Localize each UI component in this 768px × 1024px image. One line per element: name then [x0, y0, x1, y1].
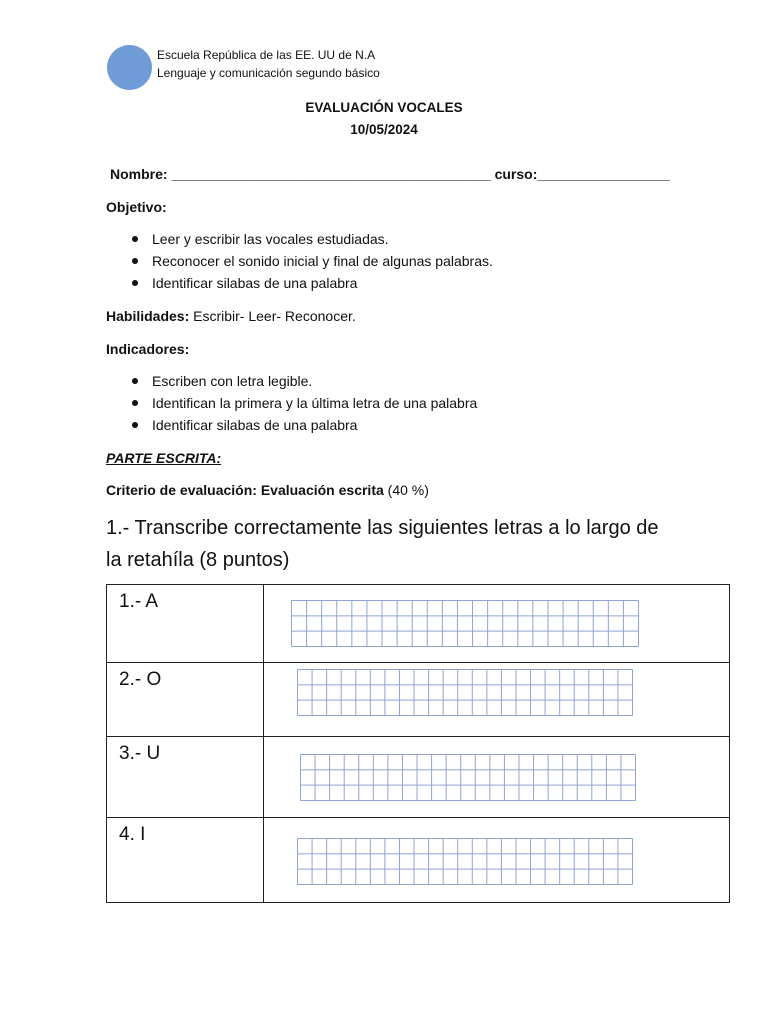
course-subject: Lenguaje y comunicación segundo básico [157, 66, 380, 80]
page-title: EVALUACIÓN VOCALES [305, 100, 463, 115]
list-item: Leer y escribir las vocales estudiadas. [106, 228, 493, 250]
skills-line [106, 308, 356, 324]
skills-label: Habilidades: [106, 308, 190, 324]
name-line [110, 166, 670, 182]
objective-list [106, 228, 493, 294]
question-text: 1.- Transcribe correctamente las siguientes letras a lo largo de la retahíla (8 puntos) [106, 517, 659, 571]
list-item: Identificar silabas de una palabra [106, 272, 493, 294]
writing-grid-cell[interactable] [264, 737, 730, 818]
writing-grid-cell[interactable] [264, 818, 730, 903]
row-label: 2.- O [107, 663, 264, 737]
criterion-label: Criterio de evaluación: Evaluación escrita [106, 482, 384, 498]
course-blank[interactable]: _________________ [537, 166, 670, 182]
table-row [107, 663, 730, 737]
table-row [107, 585, 730, 663]
list-item: Reconocer el sonido inicial y final de algunas palabras. [106, 250, 493, 272]
exercise-table [106, 584, 730, 903]
indicators-list [106, 370, 477, 436]
list-item: Escriben con letra legible. [106, 370, 477, 392]
table-row [107, 818, 730, 903]
row-label: 3.- U [107, 737, 264, 818]
list-item: Identificar silabas de una palabra [106, 414, 477, 436]
skills-text: Escribir- Leer- Reconocer. [189, 308, 356, 324]
writing-grid[interactable] [300, 754, 636, 801]
writing-grid-cell[interactable] [264, 663, 730, 737]
row-label: 4. I [107, 818, 264, 903]
writing-grid[interactable] [297, 838, 633, 885]
school-header [157, 46, 380, 82]
criterion-line [106, 482, 429, 498]
objective-label: Objetivo: [106, 199, 167, 215]
evaluation-date: 10/05/2024 [350, 122, 418, 137]
writing-grid[interactable] [297, 669, 633, 716]
name-blank[interactable]: _________________________________________ [171, 166, 491, 182]
part-title: PARTE ESCRITA: [106, 450, 222, 466]
school-logo [107, 45, 152, 90]
name-label: Nombre: [110, 166, 168, 182]
writing-grid[interactable] [291, 600, 639, 647]
criterion-value: (40 %) [383, 482, 429, 498]
list-item: Identifican la primera y la última letra de una palabra [106, 392, 477, 414]
table-row [107, 737, 730, 818]
course-label: curso: [494, 166, 538, 182]
school-name: Escuela República de las EE. UU de N.A [157, 48, 376, 62]
writing-grid-cell[interactable] [264, 585, 730, 663]
row-label: 1.- A [107, 585, 264, 663]
indicators-label: Indicadores: [106, 341, 190, 357]
